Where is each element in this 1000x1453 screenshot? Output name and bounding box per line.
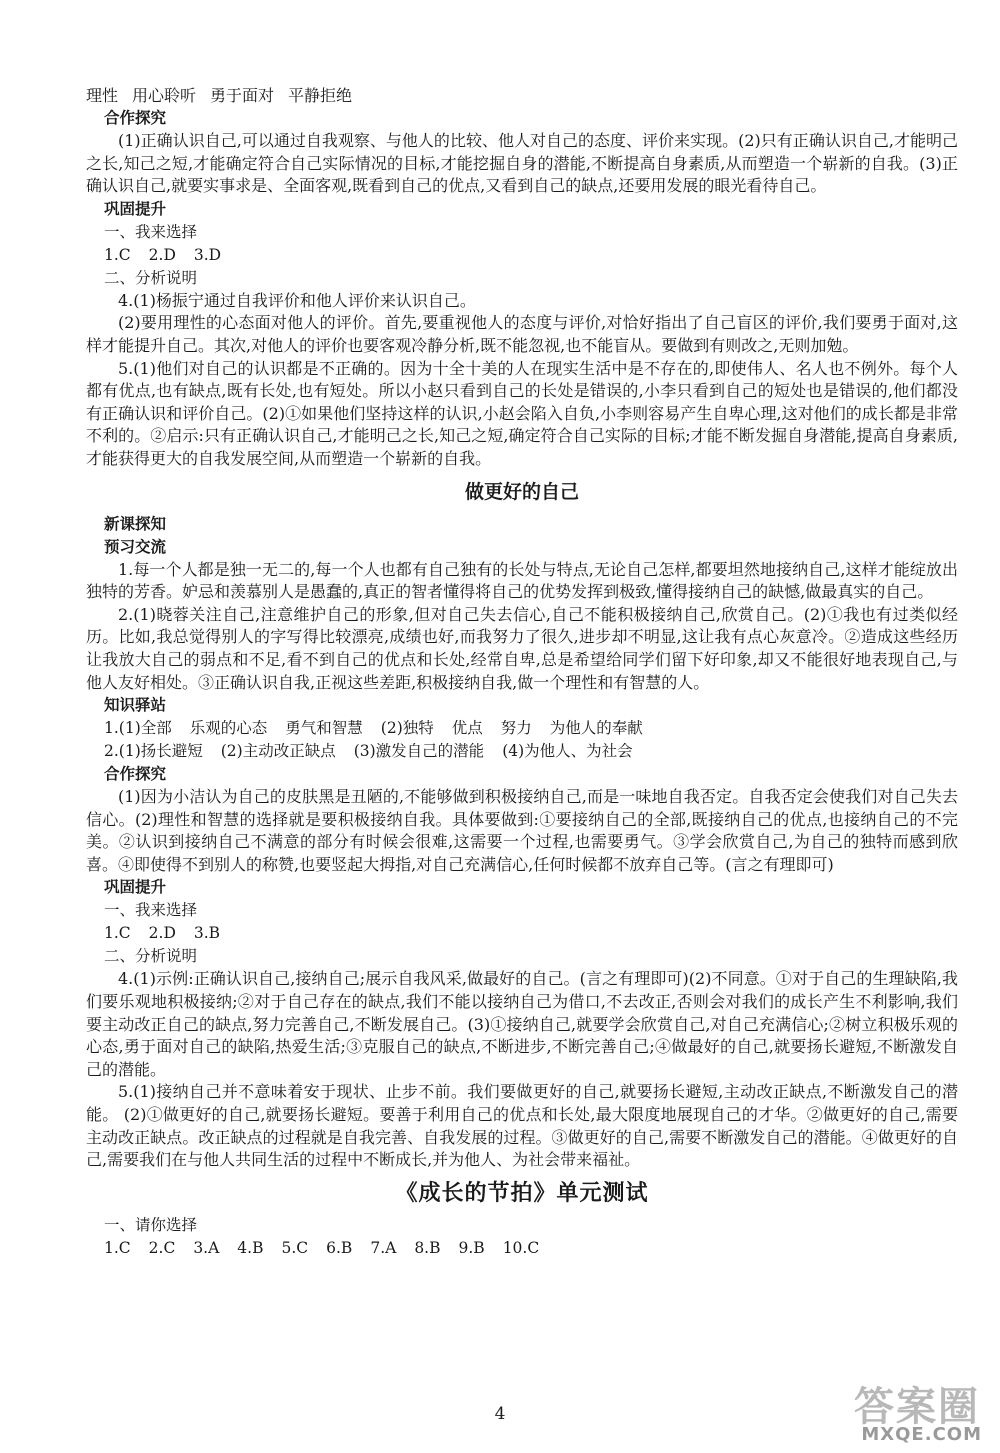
keyword: 用心聆听 [132, 86, 197, 105]
fill-answer: 1.(1)全部 [104, 719, 172, 738]
paragraph: 2.(1)晓蓉关注自己,注意维护自己的形象,但对自己失去信心,自己不能积极接纳自己,欣赏自己。(2)①我也有过类似经历。比如,我总觉得别人的字写得比较漂亮,成绩也好,而我努力了很久,进步却不明显,这让我有点心灰意冷。②造成这些经历让我放大自己的弱点和不足,看不到自己的优点和长处,经常自卑,总是希望给同学们留下好印象,却又不能很好地表现自己,与他人友好相处。③正确认识自我,正视这些差距,积极接纳自我,做一个理性和有智慧的人。 [86, 604, 958, 692]
answer: 2.D [148, 245, 176, 264]
paragraph: 5.(1)接纳自己并不意味着安于现状、止步不前。我们要做更好的自己,就要扬长避短,主动改正缺点,不断激发自己的潜能。 (2)①做更好的自己,就要扬长避短。要善于利用自己的优点和长处,最大限度地展现自己的才华。②做更好的自己,需要主动改正缺点。改正缺点的过程就是自我完善、自我发展的过程。③做更好的自己,需要不断激发自己的潜能。④做更好的自己,需要我们在与他人共同生活的过程中不断成长,并为他人、为社会带来福祉。 [86, 1082, 958, 1170]
subheading: 二、分析说明 [104, 268, 198, 287]
paragraph: 4.(1)示例:正确认识自己,接纳自己;展示自我风采,做最好的自己。(言之有理即可)(2)不同意。①对于自己的生理缺陷,我们要乐观地积极接纳;②对于自己存在的缺点,我们不能以接纳自己为借口,不去改正,否则会对我们的成长产生不利影响,我们要主动改正自己的缺点,努力完善自己,不断发展自己。(3)①接纳自己,就要学会欣赏自己,对自己充满信心;②树立积极乐观的心态,勇于面对自己的缺陷,热爱生活;③克服自己的缺点,不断进步,不断完善自己;④做最好的自己,就要扬长避短,不断激发自己的潜能。 [86, 969, 958, 1079]
section-heading: 巩固提升 [104, 199, 167, 218]
answer-page [86, 84, 958, 1260]
choice-answers [86, 244, 958, 267]
answer: 6.B [326, 1238, 353, 1257]
section-heading: 新课探知 [104, 514, 167, 533]
answer: 3.D [193, 245, 222, 264]
answer: 3.A [193, 1238, 220, 1257]
section-heading: 巩固提升 [104, 878, 167, 897]
fill-answer: 乐观的心态 [189, 719, 268, 738]
subheading: 二、分析说明 [104, 947, 198, 966]
keyword-line [86, 84, 958, 107]
subheading: 一、我来选择 [104, 222, 198, 241]
answer: 1.C [104, 245, 131, 264]
answer: 1.C [104, 924, 131, 943]
watermark [838, 1375, 988, 1445]
section-heading: 预习交流 [104, 537, 167, 556]
section-heading: 知识驿站 [104, 696, 167, 715]
section-title: 做更好的自己 [464, 480, 579, 503]
fill-answer: (4)为他人、为社会 [502, 742, 633, 761]
knowledge-line [86, 740, 958, 763]
answer: 1.C [104, 1238, 131, 1257]
fill-answer: (3)激发自己的潜能 [353, 742, 485, 761]
fill-answer: 为他人的奉献 [549, 719, 643, 738]
subheading: 一、请你选择 [104, 1215, 198, 1234]
paragraph: 1.每一个人都是独一无二的,每一个人也都有自己独有的长处与特点,无论自己怎样,都要坦然地接纳自己,这样才能绽放出独特的芳香。妒忌和羡慕别人是愚蠢的,真正的智者懂得将自己的优势发挥到极致,懂得接纳自己的缺憾,做最真实的自己。 [86, 559, 958, 602]
unit-test-title: 《成长的节拍》单元测试 [395, 1179, 649, 1206]
answer: 5.C [281, 1238, 309, 1257]
keyword: 勇于面对 [210, 86, 275, 105]
paragraph: 4.(1)杨振宁通过自我评价和他人评价来认识自己。 [118, 290, 476, 310]
knowledge-line [86, 717, 958, 740]
fill-answer: (2)独特 [380, 719, 434, 738]
paragraph: (2)要用理性的心态面对他人的评价。首先,要重视他人的态度与评价,对恰好指出了自己盲区的评价,我们要勇于面对,这样才能提升自己。其次,对他人的评价也要客观冷静分析,既不能忽视,也不能盲从。要做到有则改之,无则加勉。 [86, 313, 958, 355]
section-heading: 合作探究 [104, 765, 167, 784]
fill-answer: 勇气和智慧 [285, 719, 363, 738]
page-number: 4 [494, 1404, 506, 1424]
paragraph: (1)因为小洁认为自己的皮肤黑是丑陋的,不能够做到积极接纳自己,而是一味地自我否定。自我否定会使我们对自己失去信心。(2)理性和智慧的选择就是要积极接纳自我。具体要做到:①要接纳自己的全部,既接纳自己的优点,也接纳自己的不完美。②认识到接纳自己不满意的部分有时候会很难,这需要一个过程,也需要勇气。③学会欣赏自己,为自己的独特而感到欣喜。④即使得不到别人的称赞,也要竖起大拇指,对自己充满信心,任何时候都不放弃自己等。(言之有理即可) [86, 787, 958, 874]
watermark-logo: 答案圈 [854, 1384, 980, 1430]
answer: 8.B [414, 1238, 441, 1257]
keyword: 平静拒绝 [288, 86, 353, 105]
answer: 4.B [237, 1238, 264, 1257]
answer: 10.C [502, 1238, 540, 1257]
section-heading: 合作探究 [104, 109, 167, 127]
answer: 7.A [370, 1238, 397, 1257]
fill-answer: 优点 [451, 719, 483, 738]
watermark-url: MXQE.COM [861, 1424, 982, 1445]
fill-answer: 努力 [500, 719, 532, 738]
paragraph: 5.(1)他们对自己的认识都是不正确的。因为十全十美的人在现实生活中是不存在的,即使伟人、名人也不例外。每个人都有优点,也有缺点,既有长处,也有短处。所以小赵只看到自己的长处是错误的,小李只看到自己的短处也是错误的,他们都没有正确认识和评价自己。(2)①如果他们坚持这样的认识,小赵会陷入自负,小李则容易产生自卑心理,这对他们的成长都是非常不利的。②启示:只有正确认识自己,才能明己之长,知己之短,确定符合自己实际的目标;才能不断发掘自身潜能,提高自身素质,才能获得更大的自我发展空间,从而塑造一个崭新的自我。 [86, 358, 958, 468]
subheading: 一、我来选择 [104, 901, 198, 920]
answer: 3.B [193, 924, 221, 943]
answer: 2.C [148, 1238, 176, 1257]
fill-answer: (2)主动改正缺点 [220, 742, 336, 761]
answer: 2.D [148, 924, 176, 943]
keyword: 理性 [86, 86, 119, 105]
choice-answers [86, 1237, 958, 1260]
choice-answers [86, 922, 958, 945]
answer: 9.B [458, 1238, 485, 1257]
fill-answer: 2.(1)扬长避短 [104, 742, 203, 761]
paragraph: (1)正确认识自己,可以通过自我观察、与他人的比较、他人对自己的态度、评价来实现。(2)只有正确认识自己,才能明己之长,知己之短,才能确定符合自己实际情况的目标,才能挖掘自身的潜能,不断提高自身素质,从而塑造一个崭新的自我。(3)正确认识自己,就要实事求是、全面客观,既看到自己的优点,又看到自己的缺点,还要用发展的眼光看待自己。 [86, 131, 958, 196]
